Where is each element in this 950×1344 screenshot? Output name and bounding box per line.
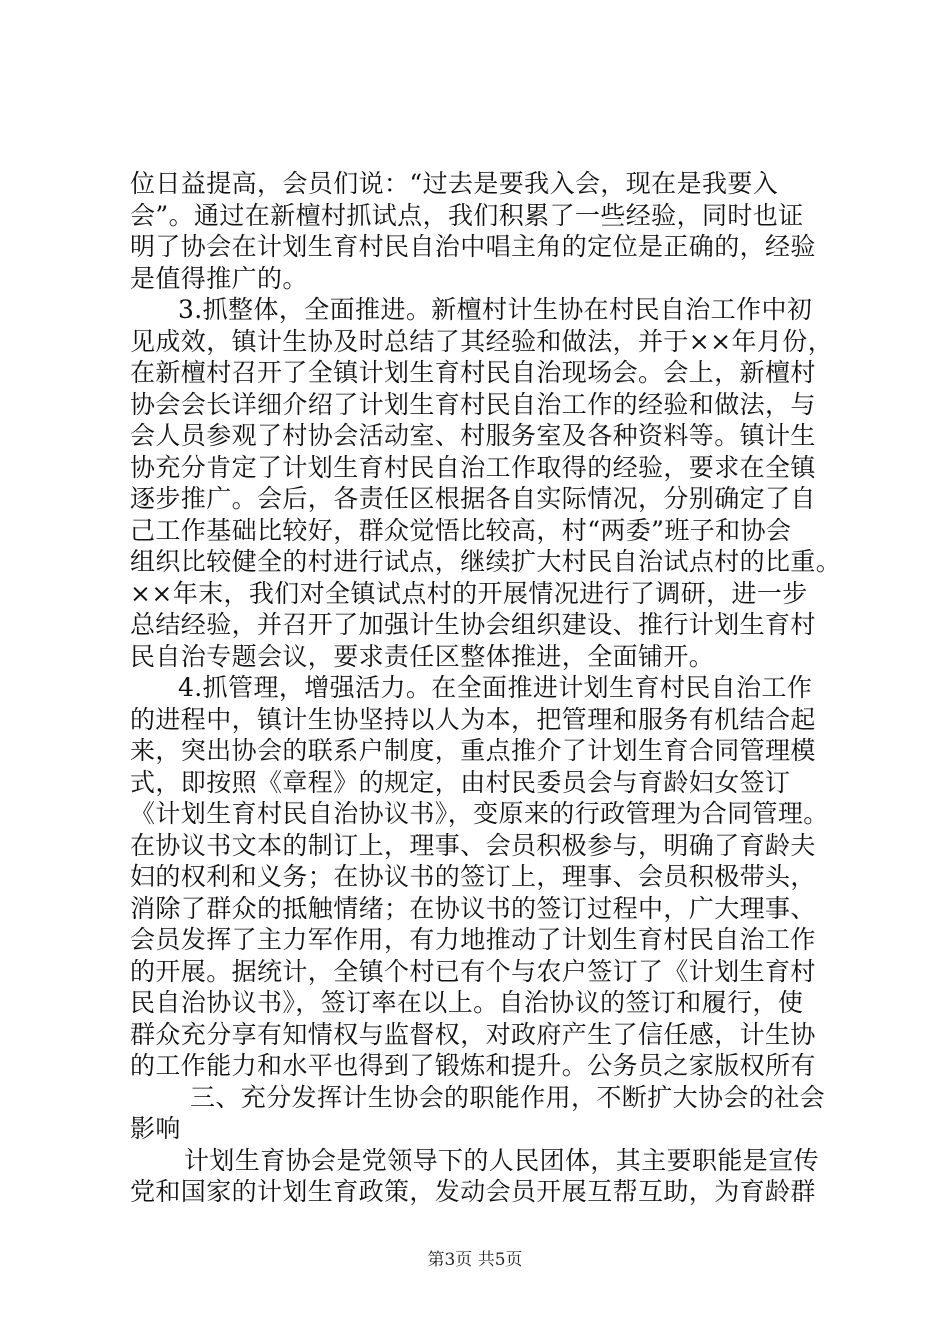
- text-line: 逐步推广。会后，各责任区根据各自实际情况，分别确定了自: [130, 484, 816, 513]
- paragraph-start-line: 计划生育协会是党领导下的人民团体，其主要职能是宣传: [184, 1145, 820, 1175]
- text-line: 组织比较健全的村进行试点，继续扩大村民自治试点村的比重。: [130, 547, 842, 576]
- text-line: 见成效，镇计生协及时总结了其经验和做法，并于××年月份，: [130, 326, 834, 356]
- text-line: 的开展。据统计，全镇个村已有个与农户签订了《计划生育村: [130, 956, 816, 986]
- text-line: 党和国家的计划生育政策，发动会员开展互帮互助，为育龄群: [130, 1177, 816, 1206]
- text-line: 明了协会在计划生育村民自治中唱主角的定位是正确的，经验: [130, 232, 816, 261]
- text-line: 群众充分享有知情权与监督权，对政府产生了信任感，计生协: [130, 1019, 816, 1049]
- text-line: 民自治协议书》，签订率在以上。自治协议的签订和履行，使: [130, 988, 804, 1017]
- document-body: [130, 168, 842, 1208]
- page-number-footer: 第3页 共5页: [427, 1250, 523, 1270]
- text-line: 己工作基础比较好，群众觉悟比较高，村“两委”班子和协会: [130, 515, 792, 545]
- text-line: 协会会长详细介绍了计划生育村民自治工作的经验和做法，与: [130, 389, 816, 419]
- text-line: ××年末，我们对全镇试点村的开展情况进行了调研，进一步: [130, 578, 808, 608]
- text-line: 妇的权利和义务；在协议书的签订上，理事、会员积极带头，: [130, 862, 816, 891]
- text-line: 来，突出协会的联系户制度，重点推介了计划生育合同管理模: [130, 736, 816, 765]
- text-line: 在新檀村召开了全镇计划生育村民自治现场会。会上，新檀村: [130, 358, 816, 387]
- section-heading-line: 三、充分发挥计生协会的职能作用，不断扩大协会的社会: [190, 1082, 826, 1112]
- text-line: 消除了群众的抵触情绪；在协议书的签订过程中，广大理事、: [130, 893, 816, 923]
- text-line: 协充分肯定了计划生育村民自治工作取得的经验，要求在全镇: [130, 452, 816, 482]
- text-line: 是值得推广的。: [130, 263, 308, 293]
- text-line: 式，即按照《章程》的规定，由村民委员会与育龄妇女签订: [130, 767, 791, 797]
- section-heading-line: 影响: [130, 1114, 181, 1143]
- text-line: 会员发挥了主力军作用，有力地推动了计划生育村民自治工作: [130, 925, 816, 954]
- text-line: 总结经验，并召开了加强计生协会组织建设、推行计划生育村: [130, 610, 816, 639]
- paragraph-start-line: 3.抓整体，全面推进。新檀村计生协在村民自治工作中初: [178, 295, 813, 324]
- text-line: 的进程中，镇计生协坚持以人为本，把管理和服务有机结合起: [130, 704, 816, 734]
- text-line: 在协议书文本的制订上，理事、会员积极参与，明确了育龄夫: [130, 830, 816, 860]
- text-line: 会”。通过在新檀村抓试点，我们积累了一些经验，同时也证: [130, 200, 804, 230]
- text-line: 民自治专题会议，要求责任区整体推进，全面铺开。: [130, 641, 715, 671]
- paragraph-start-line: 4.抓管理，增强活力。在全面推进计划生育村民自治工作: [178, 673, 813, 702]
- text-line: 会人员参观了村协会活动室、村服务室及各种资料等。镇计生: [130, 421, 816, 450]
- text-line: 位日益提高，会员们说：“过去是要我入会，现在是我要入: [130, 169, 779, 198]
- text-line: 《计划生育村民自治协议书》，变原来的行政管理为合同管理。: [130, 799, 829, 828]
- text-line: 的工作能力和水平也得到了锻炼和提升。公务员之家版权所有: [130, 1051, 816, 1080]
